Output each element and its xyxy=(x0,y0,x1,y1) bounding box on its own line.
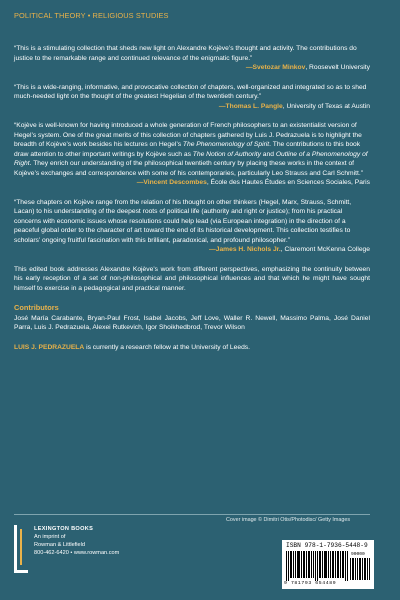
endorsement-quote-4 xyxy=(14,198,370,255)
contributors-list: José María Carabante, Bryan-Paul Frost, Isabel Jacobs, Jeff Love, Waller R. Newell, Massimo Palma, José Daniel Parra, Luis J. Pedrazuela, Alexei Rutkevich, Igor Shoikhedbrod, Trevor Wilson xyxy=(14,314,370,332)
endorser-dash: — xyxy=(136,179,144,187)
endorsement-text xyxy=(14,121,370,178)
endorser-affiliation: , École des Hautes Études en Sciences Sociales, Paris xyxy=(206,179,370,187)
endorser-name: Thomas L. Pangle xyxy=(225,102,283,110)
isbn-number: ISBN 978-1-7936-5448-9 xyxy=(286,542,368,549)
publisher-logo-icon xyxy=(14,525,28,573)
endorsement-quote-1 xyxy=(14,44,370,73)
publisher-imprint: LEXINGTON BOOKS xyxy=(34,526,94,532)
endorsement-attribution xyxy=(14,245,370,255)
work-title: Outline of a Phenomenology of Right xyxy=(14,150,368,168)
publisher-info xyxy=(34,525,119,557)
endorser-dash: — xyxy=(209,246,216,254)
endorsement-text-part: . The contributions to this book draw attention to other important writings by Kojève such as xyxy=(14,141,361,158)
subject-category: POLITICAL THEORY • RELIGIOUS STUDIES xyxy=(14,11,169,20)
work-title: The Notion of Authority xyxy=(192,150,261,158)
cover-text xyxy=(14,44,370,352)
endorsement-text: “This is a stimulating collection that sheds new light on Alexandre Kojève’s thought and activity. The contributions do justice to the remarkable range and continued relevance of the enigmatic figure.” xyxy=(14,45,357,62)
ean-barcode-bars xyxy=(286,551,348,581)
endorsement-text-part: . They enrich our understanding of the philosophical twentieth century by placing these works in the context of Kojève’s exchanges and correspondence with some of his contemporaries, particularly Leo Strauss and Carl Schmitt.” xyxy=(14,160,363,177)
endorsement-text-part: “Kojève is well-known for having introduced a whole generation of French philosophers to an existentialist version of Hegel’s system. One of the great merits of this collection of chapters gathered by Luis J. Pedrazuela is to highlight the breadth of Kojève’s work besides his lectures on Hegel’s xyxy=(14,122,362,149)
endorsement-quote-3 xyxy=(14,121,370,188)
endorser-dash: — xyxy=(218,102,226,110)
endorser-name: Svetozar Minkov xyxy=(252,64,306,72)
isbn-barcode xyxy=(282,540,374,589)
cover-image-credit: Cover image © Dimitri Otis/Photodisc/ Getty Images xyxy=(226,517,351,523)
divider-line xyxy=(14,514,370,515)
endorser-name: James H. Nichols Jr. xyxy=(215,246,281,254)
endorser-name: Vincent Descombes xyxy=(143,179,207,187)
endorser-affiliation: , Roosevelt University xyxy=(305,64,370,72)
endorsement-text: “These chapters on Kojève range from the relation of his thought on other thinkers (Hegel, Marx, Strauss, Schmitt, Lacan) to his understanding of the deepest roots of political life (authority and right or justice); from his practical concerns with economic issues whose resolutions could help lead (via European integration) in the direction of a peaceful global order to the character of art toward the end of its historical development. This collection testifies to scholars’ ongoing fruitful fascination with this brilliant, paradoxical, and profound philosopher.” xyxy=(14,198,352,244)
work-title: The Phenomenology of Spirit xyxy=(182,141,270,149)
endorsement-attribution xyxy=(14,178,370,188)
publisher-contact: 800-462-6420 • www.rowman.com xyxy=(34,550,120,557)
endorser-affiliation: , University of Texas at Austin xyxy=(282,102,370,110)
publisher-line: Rowman & Littlefield xyxy=(34,542,85,549)
endorsement-attribution xyxy=(14,63,370,73)
editor-bio-text: is currently a research fellow at the University of Leeds. xyxy=(84,343,251,351)
endorsement-attribution xyxy=(14,102,370,112)
ean-digits: 9 781793 654489 xyxy=(284,581,337,586)
addon-barcode-bars xyxy=(350,558,370,580)
endorsement-text: “This is a wide-ranging, informative, and provocative collection of chapters, well-organized and integrated so as to shed much-needed light on the thought of the greatest Hegelian of the twentieth century.” xyxy=(14,83,367,101)
publisher-line: An imprint of xyxy=(34,534,66,541)
book-summary: This edited book addresses Alexandre Kojève’s work from different perspectives, emphasizing the continuity between his early reception of a set of non-philosophical and philosophical influences and that which he might have sought himself to exercise in a pedagogical and practical manner. xyxy=(14,265,370,292)
endorsement-text-part: and xyxy=(260,150,276,158)
contributors-heading: Contributors xyxy=(14,303,59,313)
endorser-affiliation: , Claremont McKenna College xyxy=(280,246,370,254)
endorser-dash: — xyxy=(245,64,253,72)
editor-bio xyxy=(14,343,370,353)
editor-name: LUIS J. PEDRAZUELA xyxy=(14,343,85,351)
publisher-block xyxy=(14,525,134,573)
endorsement-quote-2 xyxy=(14,83,370,112)
price-code: 90000 xyxy=(351,552,365,557)
